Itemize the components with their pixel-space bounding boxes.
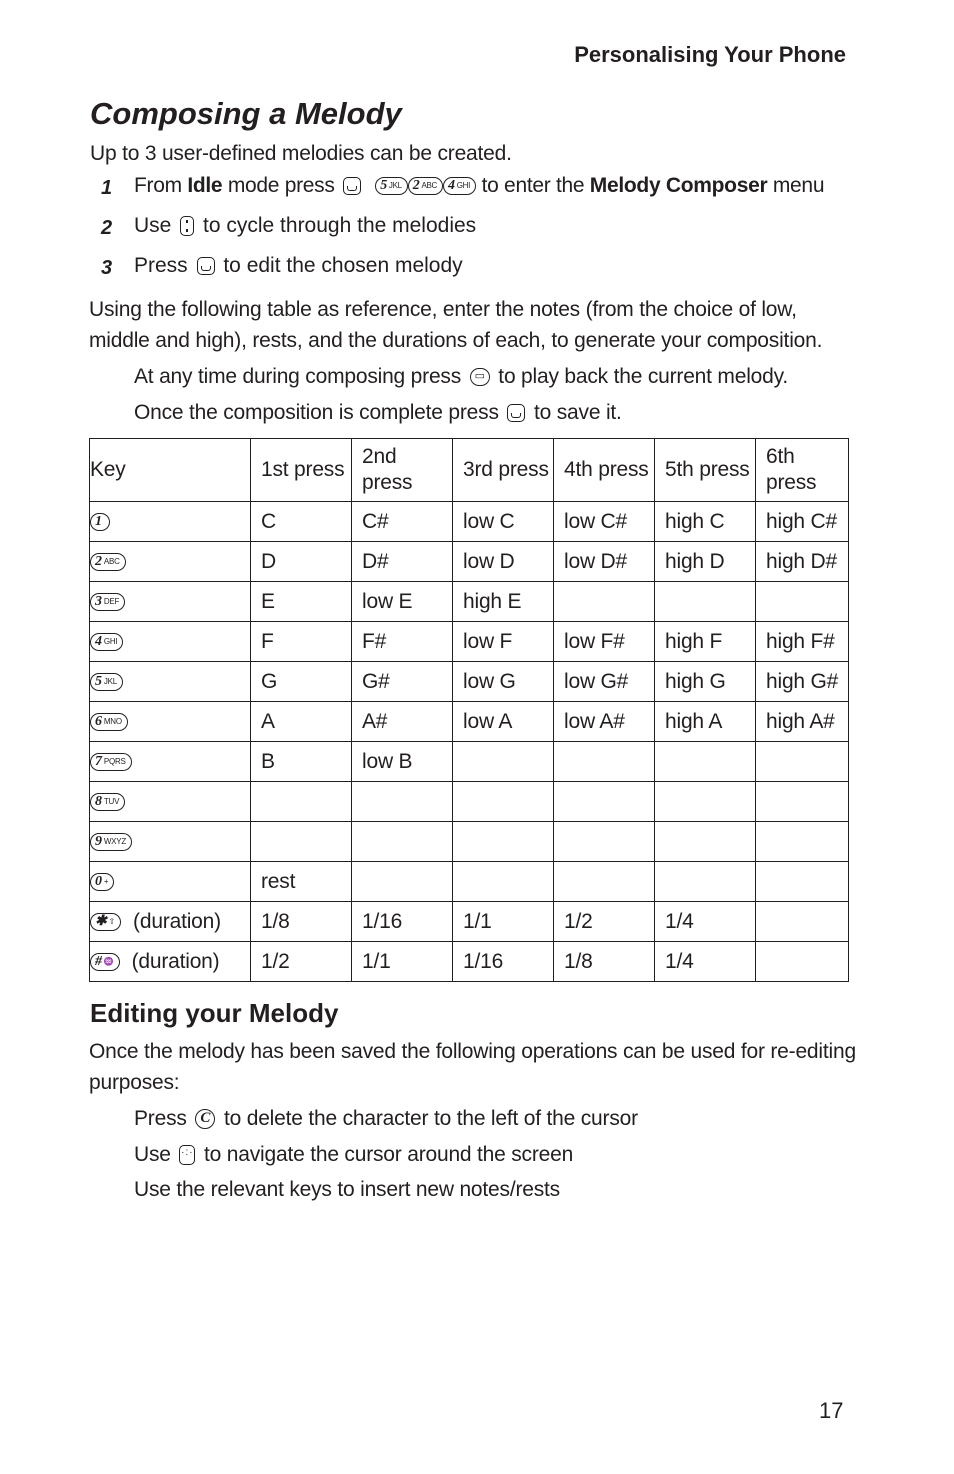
table-cell: D# — [352, 542, 453, 582]
table-cell — [655, 742, 756, 782]
clear-key-icon: C — [195, 1109, 215, 1129]
table-header-row — [90, 439, 849, 502]
column-header: 2nd press — [352, 439, 453, 502]
table-cell: high G — [655, 662, 756, 702]
select-softkey-icon — [343, 177, 361, 195]
table-cell — [352, 782, 453, 822]
key-cell — [90, 542, 251, 582]
table-cell — [756, 822, 849, 862]
table-cell: F — [251, 622, 352, 662]
keypad-key-icon: 1 — [90, 513, 110, 531]
keypad-key-icon: 3 DEF — [90, 593, 125, 611]
keypad-key-icon: 4 GHI — [90, 633, 123, 651]
table-row — [90, 822, 849, 862]
step-number: 2 — [101, 217, 113, 239]
column-header: 4th press — [554, 439, 655, 502]
step-3: Press to edit the chosen melody — [134, 254, 463, 277]
table-row — [90, 782, 849, 822]
key-cell — [90, 582, 251, 622]
table-row — [90, 942, 849, 982]
up-down-navigation-icon — [180, 216, 194, 236]
table-cell — [453, 782, 554, 822]
key-cell — [90, 822, 251, 862]
table-cell: high A — [655, 702, 756, 742]
table-cell: low F — [453, 622, 554, 662]
table-cell: high C — [655, 502, 756, 542]
select-softkey-icon — [507, 404, 525, 422]
table-cell — [655, 862, 756, 902]
column-header: 3rd press — [453, 439, 554, 502]
intro-text: Up to 3 user-defined melodies can be created. — [90, 142, 512, 165]
table-cell: high F# — [756, 622, 849, 662]
table-cell: G — [251, 662, 352, 702]
table-cell: C — [251, 502, 352, 542]
table-cell: 1/16 — [453, 942, 554, 982]
table-cell: C# — [352, 502, 453, 542]
page-title: Composing a Melody — [90, 96, 402, 131]
column-header: 1st press — [251, 439, 352, 502]
key-cell — [90, 662, 251, 702]
table-cell — [756, 742, 849, 782]
table-cell: low D — [453, 542, 554, 582]
table-cell: D — [251, 542, 352, 582]
table-cell: F# — [352, 622, 453, 662]
table-cell — [554, 582, 655, 622]
keypad-key-icon: 8 TUV — [90, 793, 125, 811]
table-cell: 1/4 — [655, 942, 756, 982]
select-softkey-icon — [197, 257, 215, 275]
table-row — [90, 862, 849, 902]
table-row — [90, 902, 849, 942]
table-row — [90, 502, 849, 542]
key-label: (duration) — [131, 949, 220, 973]
table-row — [90, 622, 849, 662]
table-cell: 1/2 — [251, 942, 352, 982]
key-cell — [90, 902, 251, 942]
table-cell — [251, 782, 352, 822]
table-cell: high F — [655, 622, 756, 662]
key-cell — [90, 782, 251, 822]
save-note: Once the composition is complete press to save it. — [134, 401, 622, 424]
table-cell: low B — [352, 742, 453, 782]
step-number: 1 — [101, 177, 113, 199]
page-number: 17 — [819, 1398, 844, 1423]
table-cell — [453, 742, 554, 782]
four-way-navigation-icon: ·:· — [179, 1145, 195, 1165]
table-cell: low A — [453, 702, 554, 742]
key-cell — [90, 622, 251, 662]
table-cell: low C# — [554, 502, 655, 542]
table-cell — [251, 822, 352, 862]
section-heading: Editing your Melody — [90, 998, 339, 1028]
edit-item: Use ·:· to navigate the cursor around the screen — [134, 1143, 574, 1166]
table-cell: low G# — [554, 662, 655, 702]
table-cell — [756, 782, 849, 822]
table-row — [90, 742, 849, 782]
key-2-icon: 2 ABC — [408, 177, 443, 195]
table-row — [90, 542, 849, 582]
table-cell: 1/4 — [655, 902, 756, 942]
keypad-key-icon: 6 MNO — [90, 713, 128, 731]
table-cell — [554, 822, 655, 862]
table-cell: high G# — [756, 662, 849, 702]
table-cell — [554, 782, 655, 822]
table-cell: low F# — [554, 622, 655, 662]
key-cell — [90, 862, 251, 902]
table-cell — [756, 862, 849, 902]
table-cell — [655, 582, 756, 622]
table-row — [90, 662, 849, 702]
keypad-key-icon: 7 PQRS — [90, 753, 132, 771]
table-cell: rest — [251, 862, 352, 902]
key-4-icon: 4 GHI — [443, 177, 476, 195]
key-5-icon: 5 JKL — [375, 177, 408, 195]
table-cell — [655, 782, 756, 822]
table-cell: low E — [352, 582, 453, 622]
editing-paragraph: Once the melody has been saved the following operations can be used for re-editing purposes: — [89, 1040, 856, 1094]
table-cell — [756, 902, 849, 942]
keypad-key-icon: 9 WXYZ — [90, 833, 132, 851]
table-cell: 1/2 — [554, 902, 655, 942]
reference-paragraph: Using the following table as reference, enter the notes (from the choice of low, middle and high), rests, and the durations of each, to generate your composition. — [89, 298, 823, 352]
table-cell — [453, 822, 554, 862]
table-cell: G# — [352, 662, 453, 702]
table-cell: low G — [453, 662, 554, 702]
keypad-key-icon: 5 JKL — [90, 673, 123, 691]
key-cell — [90, 502, 251, 542]
table-cell: 1/1 — [352, 942, 453, 982]
playback-note: At any time during composing press ▭ to play back the current melody. — [134, 365, 788, 388]
key-label: (duration) — [133, 909, 221, 933]
table-cell: high A# — [756, 702, 849, 742]
column-header: Key — [90, 439, 251, 502]
table-row — [90, 702, 849, 742]
key-cell — [90, 702, 251, 742]
column-header: 6th press — [756, 439, 849, 502]
running-header: Personalising Your Phone — [574, 42, 846, 67]
table-row — [90, 582, 849, 622]
table-cell: E — [251, 582, 352, 622]
keypad-key-icon: 0 + — [90, 873, 114, 891]
table-cell — [453, 862, 554, 902]
edit-item: Use the relevant keys to insert new notes/rests — [134, 1178, 560, 1201]
table-cell: low D# — [554, 542, 655, 582]
key-cell — [90, 742, 251, 782]
table-cell — [352, 862, 453, 902]
table-cell: high C# — [756, 502, 849, 542]
table-cell: 1/8 — [251, 902, 352, 942]
keypad-key-icon: # ♒ — [90, 953, 120, 971]
table-cell: low A# — [554, 702, 655, 742]
keypad-key-icon: 2 ABC — [90, 553, 126, 571]
table-cell: 1/8 — [554, 942, 655, 982]
key-cell — [90, 942, 251, 982]
table-cell — [655, 822, 756, 862]
column-header: 5th press — [655, 439, 756, 502]
table-cell: 1/16 — [352, 902, 453, 942]
table-cell — [756, 582, 849, 622]
table-cell — [756, 942, 849, 982]
table-cell — [352, 822, 453, 862]
step-1: From Idle mode press 5 JKL 2 ABC 4 GHI to enter the Melody Composer menu — [134, 174, 825, 197]
table-cell: 1/1 — [453, 902, 554, 942]
table-cell: A# — [352, 702, 453, 742]
edit-item: Press C to delete the character to the left of the cursor — [134, 1107, 638, 1130]
step-number: 3 — [101, 257, 113, 279]
step-2: Use to cycle through the melodies — [134, 214, 477, 237]
table-cell — [554, 742, 655, 782]
book-softkey-icon: ▭ — [470, 368, 490, 386]
table-cell: high D# — [756, 542, 849, 582]
table-cell: B — [251, 742, 352, 782]
melody-key-table — [89, 438, 849, 982]
table-cell: low C — [453, 502, 554, 542]
table-cell: A — [251, 702, 352, 742]
keypad-key-icon: ✱ ⇧ — [90, 913, 121, 931]
table-cell — [554, 862, 655, 902]
table-cell: high E — [453, 582, 554, 622]
table-cell: high D — [655, 542, 756, 582]
